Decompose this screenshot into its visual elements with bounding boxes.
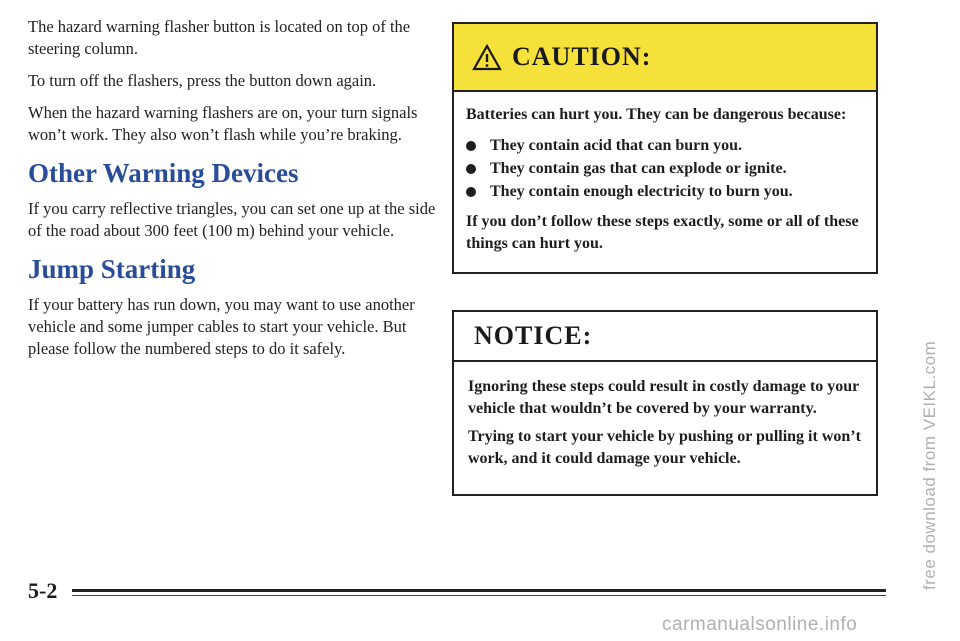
caution-bullet	[466, 180, 862, 203]
notice-body	[454, 362, 876, 470]
caution-body	[454, 92, 876, 255]
caution-bullet-text: They contain enough electricity to burn you.	[490, 183, 793, 200]
hazard-signals-paragraph: When the hazard warning flashers are on, your turn signals won’t work. They also won’t flash while you’re braking.	[28, 103, 418, 144]
left-column	[28, 16, 438, 370]
notice-title: NOTICE:	[474, 321, 593, 350]
jump-starting-heading: Jump Starting	[28, 254, 196, 284]
side-watermark	[920, 30, 956, 590]
bottom-watermark: carmanualsonline.info	[662, 614, 858, 635]
notice-header	[454, 312, 876, 362]
caution-bullet	[466, 134, 862, 157]
bullet-icon	[466, 141, 476, 151]
caution-bullet	[466, 157, 862, 180]
footer-rule-thin	[72, 595, 886, 596]
hazard-location-paragraph: The hazard warning flasher button is located on top of the steering column.	[28, 17, 411, 58]
caution-intro: Batteries can hurt you. They can be dangerous because:	[466, 106, 847, 123]
caution-title: CAUTION:	[512, 42, 652, 71]
notice-paragraph: Ignoring these steps could result in costly damage to your vehicle that wouldn’t be covered by your warranty.	[468, 378, 859, 417]
bullet-icon	[466, 187, 476, 197]
notice-paragraph: Trying to start your vehicle by pushing or pulling it won’t work, and it could damage your vehicle.	[468, 428, 861, 467]
notice-box	[452, 310, 878, 496]
caution-bullet-text: They contain gas that can explode or ignite.	[490, 160, 787, 177]
warning-triangle-icon	[472, 44, 502, 71]
hazard-off-paragraph: To turn off the flashers, press the button down again.	[28, 71, 377, 90]
other-warning-devices-heading: Other Warning Devices	[28, 158, 299, 188]
caution-bullet-text: They contain acid that can burn you.	[490, 137, 743, 154]
caution-bullet-list	[466, 134, 862, 203]
jump-starting-paragraph: If your battery has run down, you may want to use another vehicle and some jumper cables to start your vehicle. But please follow the numbered steps to do it safely.	[28, 295, 415, 358]
footer-rule	[72, 589, 886, 592]
caution-box	[452, 22, 878, 274]
page-number: 5-2	[28, 578, 58, 603]
side-watermark-text: free download from VEIKL.com	[920, 340, 939, 590]
caution-header	[454, 24, 876, 92]
bullet-icon	[466, 164, 476, 174]
reflective-triangles-paragraph: If you carry reflective triangles, you can set one up at the side of the road about 300 feet (100 m) behind your vehicle.	[28, 199, 436, 240]
caution-closing: If you don’t follow these steps exactly, some or all of these things can hurt you.	[466, 213, 859, 252]
